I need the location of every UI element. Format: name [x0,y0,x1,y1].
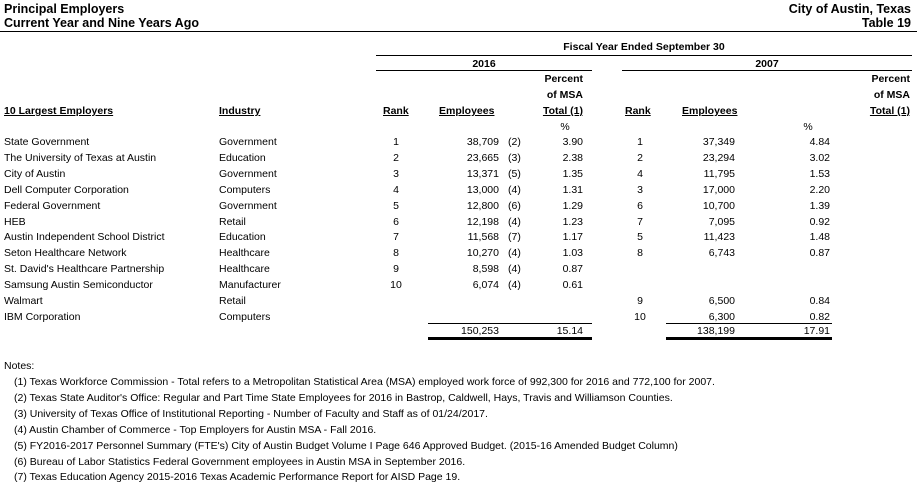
pct-2007: 0.87 [809,247,830,260]
pct-unit-2016: % [560,121,570,133]
col-rank-2016-header: Rank [383,105,409,117]
total-employees-2016: 150,253 [461,325,499,337]
col-employees-2016-header: Employees [439,105,495,117]
industry: Education [219,151,266,164]
pct-2016: 0.61 [562,279,583,292]
pct-2007: 4.84 [809,136,830,148]
totals-2007-top-rule [666,323,832,324]
employees-2007: 11,795 [703,167,735,180]
pct-2016: 1.23 [562,215,583,228]
employees-2007: 17,000 [702,183,735,196]
pct-2007: 1.53 [809,167,830,180]
rank-2016: 1 [393,136,399,148]
year-2016-header: 2016 [472,58,496,70]
source-note-2016: (4) [508,183,521,196]
fiscal-year-rule [376,55,912,56]
employees-2007: 23,294 [702,151,735,164]
industry: Computers [219,183,271,196]
employer-name: IBM Corporation [4,310,81,323]
source-note-2016: (2) [508,136,521,148]
note-item: (4) Austin Chamber of Commerce - Top Employers for Austin MSA - Fall 2016. [14,423,377,436]
pct-2016-header-1: Percent [544,73,583,85]
employer-name: City of Austin [4,167,66,180]
source-note-2016: (3) [508,151,521,164]
employees-2016: 13,000 [466,183,499,196]
employer-name: Samsung Austin Semiconductor [4,279,153,292]
industry: Government [219,199,277,212]
rank-2007: 9 [637,295,643,307]
pct-2016: 1.03 [562,247,583,260]
employer-name: Dell Computer Corporation [4,183,129,196]
rank-2016: 9 [393,263,399,276]
pct-2007: 0.82 [809,310,830,323]
pct-2016: 1.29 [562,199,583,212]
employees-2016: 23,665 [466,151,499,164]
col-employer-header: 10 Largest Employers [4,105,114,117]
employer-name: State Government [4,136,90,148]
employees-2016: 10,270 [466,247,499,260]
year-2016-rule [376,70,592,71]
industry: Education [219,231,266,244]
rank-2007: 10 [634,310,646,323]
rank-2007: 2 [637,151,643,164]
report-title: Principal Employers [4,2,125,16]
employees-2016: 11,568 [467,231,499,244]
employees-2016: 12,800 [466,199,499,212]
employees-2016: 6,074 [472,279,499,292]
pct-2016-header-2: of MSA [546,89,583,101]
employer-name: HEB [4,215,26,228]
rank-2007: 4 [637,167,643,180]
col-pct-2007-header: Total (1) [869,105,910,117]
source-note-2016: (5) [508,167,521,180]
note-item: (7) Texas Education Agency 2015-2016 Texas Academic Performance Report for AISD Page 19. [14,471,461,484]
rank-2007: 7 [637,215,643,228]
report-subtitle: Current Year and Nine Years Ago [4,16,199,30]
pct-2007: 1.39 [809,199,830,212]
employees-2007: 7,095 [708,215,735,228]
industry: Government [219,136,277,148]
pct-2007: 0.84 [809,295,830,307]
industry: Government [219,167,277,180]
employees-2007: 37,349 [702,136,735,148]
pct-unit-2007: % [803,121,813,133]
rank-2007: 6 [637,199,643,212]
employees-2007: 6,743 [708,247,735,260]
year-2007-rule [622,70,912,71]
source-note-2016: (6) [508,199,521,212]
employer-name: St. David's Healthcare Partnership [4,263,165,276]
pct-2007: 2.20 [809,183,830,196]
employees-2016: 38,709 [466,136,499,148]
source-note-2016: (4) [508,247,521,260]
industry: Retail [219,215,246,228]
pct-2016: 1.31 [562,183,583,196]
rank-2007: 3 [637,183,643,196]
source-note-2016: (4) [508,215,521,228]
employees-2007: 10,700 [702,199,735,212]
industry: Healthcare [219,263,270,276]
employees-2016: 8,598 [472,263,499,276]
entity-name: City of Austin, Texas [788,2,911,16]
employer-name: Austin Independent School District [4,231,165,244]
pct-2007-header-2: of MSA [873,89,910,101]
pct-2016: 1.35 [562,167,583,180]
rank-2016: 7 [393,231,399,244]
rank-2007: 8 [637,247,643,260]
employees-2016: 12,198 [466,215,499,228]
rank-2016: 3 [393,167,399,180]
col-employees-2007-header: Employees [682,105,738,117]
year-2007-header: 2007 [755,58,779,70]
source-note-2016: (4) [508,279,521,292]
pct-2007: 1.48 [809,231,830,244]
industry: Retail [219,295,246,307]
note-item: (2) Texas State Auditor's Office: Regular and Part Time State Employees for 2016 in Bastrop, Caldwell, Hays, Travis and Williamson Counties. [14,391,673,404]
col-rank-2007-header: Rank [625,105,651,117]
fiscal-year-header: Fiscal Year Ended September 30 [563,41,725,53]
employer-name: The University of Texas at Austin [4,151,157,164]
note-item: (6) Bureau of Labor Statistics Federal Government employees in Austin MSA in September 2016. [14,455,466,468]
pct-2016: 3.90 [562,136,583,148]
rank-2007: 1 [637,136,643,148]
employees-2016: 13,371 [466,167,499,180]
pct-2016: 0.87 [562,263,583,276]
employer-name: Walmart [4,295,43,307]
totals-2016-top-rule [428,323,592,324]
pct-2016: 1.17 [562,231,583,244]
employees-2007: 6,500 [708,295,735,307]
industry: Healthcare [219,247,270,260]
total-employees-2007: 138,199 [697,325,735,337]
note-item: (1) Texas Workforce Commission - Total refers to a Metropolitan Statistical Area (MSA) employed work force of 992,300 for 2016 and 772,100 for 2007. [14,376,715,388]
rank-2016: 5 [393,199,399,212]
rank-2016: 2 [393,151,399,164]
rank-2007: 5 [637,231,643,244]
note-item: (5) FY2016-2017 Personnel Summary (FTE's) City of Austin Budget Volume I Page 646 Approved Budget. (2015-16 Amended Budget Column) [14,439,678,452]
pct-2007: 3.02 [809,151,830,164]
pct-2016: 2.38 [562,151,583,164]
employees-2007: 6,300 [708,310,735,323]
rank-2016: 10 [390,279,402,292]
totals-2007-double-rule [666,337,832,340]
header-rule [0,31,917,32]
pct-2007-header-1: Percent [871,73,910,85]
source-note-2016: (4) [508,263,521,276]
notes-heading: Notes: [4,360,35,372]
totals-2016-double-rule [428,337,592,340]
industry: Computers [219,310,271,323]
rank-2016: 4 [393,183,399,196]
employer-name: Seton Healthcare Network [4,247,127,260]
employees-2007: 11,423 [703,231,735,244]
total-pct-2007: 17.91 [803,325,830,337]
pct-2007: 0.92 [809,215,830,228]
col-pct-2016-header: Total (1) [542,105,583,117]
note-item: (3) University of Texas Office of Institutional Reporting - Number of Faculty and Staff as of 01/24/2017. [14,407,488,420]
rank-2016: 8 [393,247,399,260]
source-note-2016: (7) [508,231,521,244]
total-pct-2016: 15.14 [556,325,583,337]
table-number: Table 19 [861,16,911,30]
col-industry-header: Industry [219,105,261,117]
rank-2016: 6 [393,215,399,228]
industry: Manufacturer [219,279,281,292]
employer-name: Federal Government [4,199,101,212]
